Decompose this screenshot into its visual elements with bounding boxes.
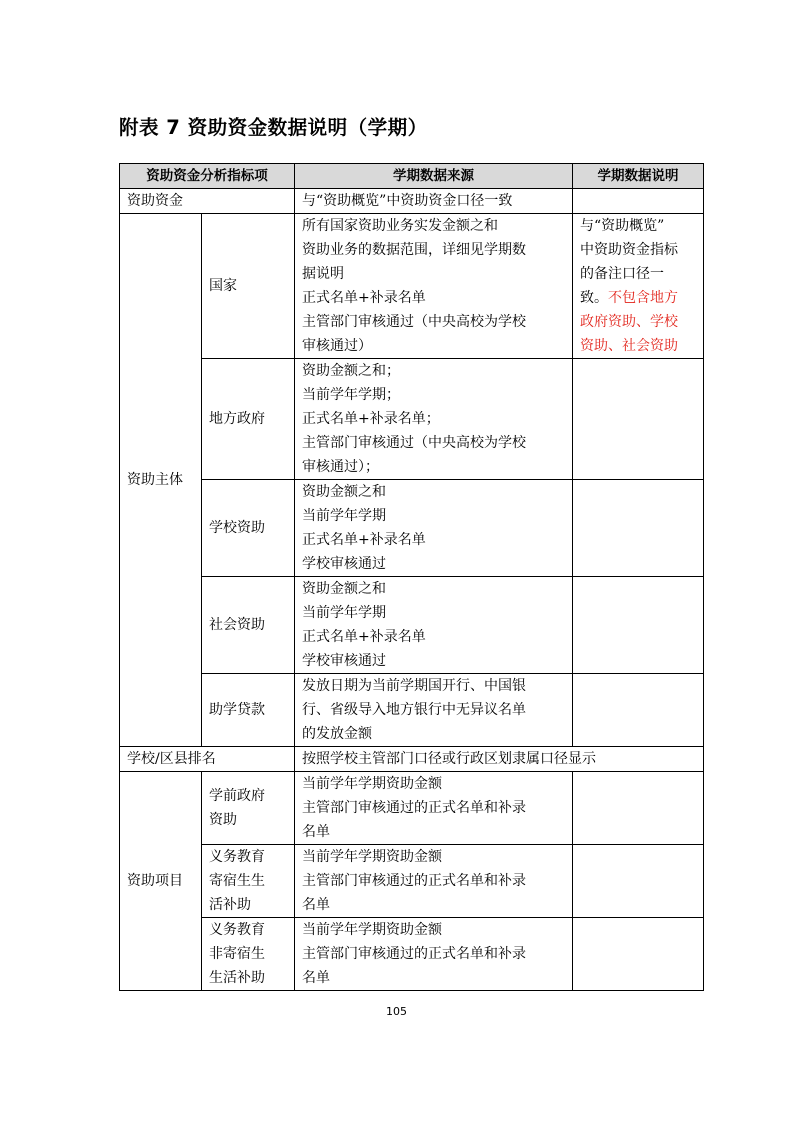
- page-number: 105: [386, 1005, 407, 1018]
- source-cell: 资助金额之和 当前学年学期 正式名单+补录名单 学校审核通过: [295, 577, 573, 674]
- note-cell: [573, 577, 704, 674]
- source-cell: 当前学年学期资助金额 主管部门审核通过的正式名单和补录 名单: [295, 845, 573, 918]
- source-cell: 与“资助概览”中资助资金口径一致: [295, 189, 573, 214]
- table-row: [120, 772, 704, 845]
- note-cell: [573, 845, 704, 918]
- red-note: 不包含地方: [608, 290, 678, 306]
- source-cell: 发放日期为当前学期国开行、中国银 行、省级导入地方银行中无异议名单 的发放金额: [295, 674, 573, 747]
- table-row: [120, 918, 704, 991]
- header-source: 学期数据来源: [295, 164, 573, 189]
- note-cell: [573, 359, 704, 480]
- row-label-funding: 资助资金: [120, 189, 295, 214]
- table-row: [120, 577, 704, 674]
- source-cell: 按照学校主管部门口径或行政区划隶属口径显示: [295, 747, 704, 772]
- source-cell: 当前学年学期资助金额 主管部门审核通过的正式名单和补录 名单: [295, 918, 573, 991]
- note-cell: [573, 480, 704, 577]
- note-cell: [573, 189, 704, 214]
- table-row: [120, 674, 704, 747]
- red-note: 资助、社会资助: [580, 338, 678, 354]
- sub-label: 地方政府: [202, 359, 295, 480]
- source-cell: 当前学年学期资助金额 主管部门审核通过的正式名单和补录 名单: [295, 772, 573, 845]
- table-row: [120, 189, 704, 214]
- page-title: 附表 7 资助资金数据说明（学期）: [119, 116, 428, 139]
- table-row: [120, 480, 704, 577]
- sub-label: 义务教育 非寄宿生 生活补助: [202, 918, 295, 991]
- funding-data-table: [119, 163, 704, 991]
- row-label-subject: 资助主体: [120, 214, 202, 747]
- header-note: 学期数据说明: [573, 164, 704, 189]
- sub-label: 学校资助: [202, 480, 295, 577]
- table-row: [120, 359, 704, 480]
- source-cell: 所有国家资助业务实发金额之和 资助业务的数据范围，详细见学期数 据说明 正式名单+补录名单 主管部门审核通过（中央高校为学校 审核通过）: [295, 214, 573, 359]
- note-cell: [573, 772, 704, 845]
- source-cell: 资助金额之和； 当前学年学期； 正式名单+补录名单； 主管部门审核通过（中央高校为学校 审核通过）；: [295, 359, 573, 480]
- sub-label: 国家: [202, 214, 295, 359]
- sub-label: 义务教育 寄宿生生 活补助: [202, 845, 295, 918]
- table-header-row: [120, 164, 704, 189]
- note-cell: 与“资助概览” 中资助资金指标 的备注口径一 致。不包含地方 政府资助、学校 资助、社会资助: [573, 214, 704, 359]
- sub-label: 助学贷款: [202, 674, 295, 747]
- table-row: [120, 747, 704, 772]
- row-label-ranking: 学校/区县排名: [120, 747, 295, 772]
- row-label-project: 资助项目: [120, 772, 202, 991]
- note-cell: [573, 918, 704, 991]
- table-row: [120, 214, 704, 359]
- sub-label: 社会资助: [202, 577, 295, 674]
- header-indicator: 资助资金分析指标项: [120, 164, 295, 189]
- table-row: [120, 845, 704, 918]
- note-cell: [573, 674, 704, 747]
- sub-label: 学前政府 资助: [202, 772, 295, 845]
- source-cell: 资助金额之和 当前学年学期 正式名单+补录名单 学校审核通过: [295, 480, 573, 577]
- red-note: 政府资助、学校: [580, 314, 678, 330]
